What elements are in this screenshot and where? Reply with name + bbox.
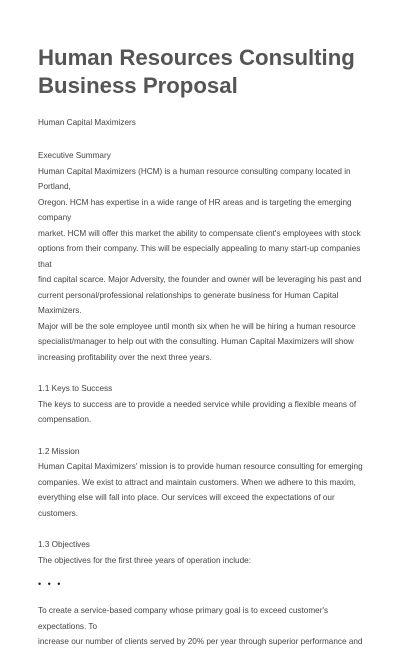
document-page bbox=[38, 44, 370, 650]
keys-to-success-section bbox=[38, 381, 370, 428]
text-line: current personal/professional relationships to generate business for Human Capital Maximizers. bbox=[38, 290, 339, 315]
text-line: Human Capital Maximizers (HCM) is a human resource consulting company located in Portland, bbox=[38, 166, 351, 191]
executive-summary-heading: Executive Summary bbox=[38, 151, 111, 160]
text-line: To create a service-based company whose primary goal is to exceed customer's expectations. To bbox=[38, 606, 329, 631]
objectives-section bbox=[38, 537, 370, 650]
objectives-body bbox=[38, 603, 370, 650]
text-line: specialist/manager to help out with the consulting. Human Capital Maximizers will show bbox=[38, 337, 354, 346]
text-line: compensation. bbox=[38, 415, 92, 424]
company-name: Human Capital Maximizers bbox=[38, 118, 136, 127]
executive-summary-section bbox=[38, 148, 370, 365]
objectives-intro: The objectives for the first three years of operation include: bbox=[38, 555, 251, 565]
text-line: Major will be the sole employee until month six when he will be hiring a human resource bbox=[38, 321, 356, 331]
text-line: companies. We exist to attract and maintain customers. When we adhere to this maxim, bbox=[38, 477, 356, 487]
title-line-1: Human Resources Consulting bbox=[38, 45, 355, 70]
mission-heading: 1.2 Mission bbox=[38, 446, 80, 456]
text-line: options from their company. This will be especially appealing to many start-up companies that bbox=[38, 244, 361, 269]
executive-summary-body bbox=[38, 164, 370, 366]
text-line: The keys to success are to provide a needed service while providing a flexible means of bbox=[38, 399, 357, 409]
document-title bbox=[38, 44, 370, 100]
text-line: find capital scarce. Major Adversity, the founder and owner will be leveraging his past and bbox=[38, 275, 362, 284]
text-line: Oregon. HCM has expertise in a wide range of HR areas and is targeting the emerging company bbox=[38, 197, 352, 222]
title-line-2: Business Proposal bbox=[38, 73, 238, 98]
text-line: Human Capital Maximizers' mission is to provide human resource consulting for emerging bbox=[38, 462, 363, 471]
objectives-heading: 1.3 Objectives bbox=[38, 540, 90, 549]
text-line: increase our number of clients served by 20% per year through superior performance and bbox=[38, 637, 363, 646]
text-line: market. HCM will offer this market the ability to compensate client's employees with stock bbox=[38, 228, 361, 238]
mission-section bbox=[38, 444, 370, 522]
keys-to-success-heading: 1.1 Keys to Success bbox=[38, 384, 113, 393]
bullet-markers: • • • bbox=[38, 579, 63, 589]
text-line: increasing profitability over the next three years. bbox=[38, 352, 212, 362]
text-line: everything else will fall into place. Our services will exceed the expectations of our customers. bbox=[38, 493, 335, 518]
